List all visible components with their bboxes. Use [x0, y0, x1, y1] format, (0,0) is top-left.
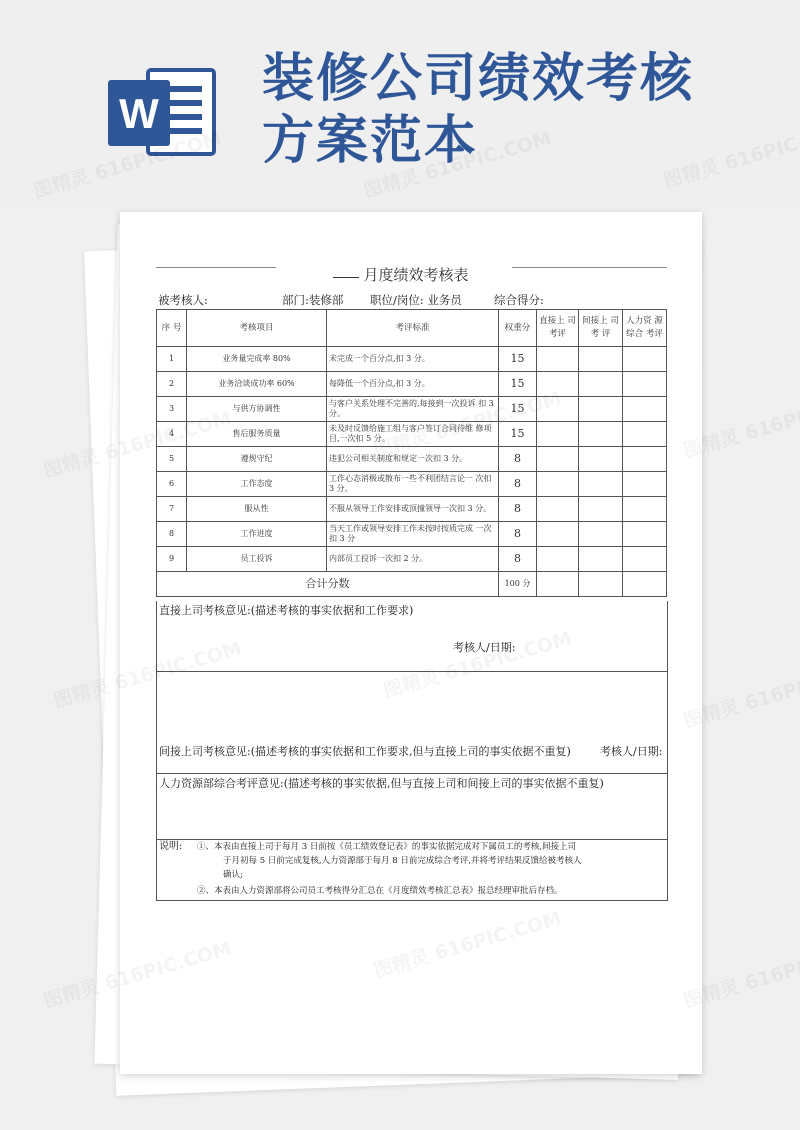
sum-row	[157, 572, 667, 597]
table-row: 4 售后服务质量 未及时反馈给施工组与客户签订合同待维 修项目,一次扣 5 分。 15	[157, 422, 667, 447]
reviewee-label: 被考核人:	[158, 293, 208, 307]
column-header: 间接上 司 考 评	[579, 310, 623, 347]
logo-letter: W	[119, 90, 159, 137]
form-title: 月度绩效考核表	[156, 264, 646, 285]
dept-label: 部门:装修部	[282, 293, 344, 307]
notes-label: 说明:	[159, 841, 183, 852]
position-label: 职位/岗位: 业务员	[370, 293, 462, 307]
title-line-2: 方案范本	[262, 111, 479, 171]
column-header: 序 号	[157, 310, 187, 347]
table-row: 5 遵规守纪 违犯公司相关制度和规定一次扣 3 分。 8	[157, 447, 667, 472]
info-row	[158, 292, 678, 308]
table-header	[157, 310, 667, 347]
note-line-4: ②、本表由人力资源部将公司员工考核得分汇总在《月度绩效考核汇总表》报总经理审批后存档。	[197, 886, 563, 896]
hr-opinion-label: 人力资源部综合考评意见:(描述考核的事实依据,但与直接上司和间接上司的事实依据不重复)	[159, 777, 604, 790]
note-line-1: ①、本表由直接上司于每月 3 日前按《员工绩效登记表》的事实依据完成对下属员工的考核,间接上司	[197, 842, 577, 852]
note-line-3: 确认;	[223, 870, 243, 880]
table-row: 7 服从性 不服从领导工作安排或顶撞领导一次扣 3 分。 8	[157, 497, 667, 522]
table-row: 8 工作进度 当天工作或领导安排工作未按时按质完成 一次扣 3 分 8	[157, 522, 667, 547]
month-blank	[333, 277, 359, 278]
column-header: 人力资 源综合 考评	[623, 310, 667, 347]
direct-opinion-label: 直接上司考核意见:(描述考核的事实依据和工作要求)	[159, 604, 414, 617]
table-row: 2 业务洽谈成功率 60% 每降低一个百分点,扣 3 分。 15	[157, 372, 667, 397]
total-score-label: 综合得分:	[494, 293, 544, 307]
table-row: 3 与供方协调性 与客户关系处理不完善的,每接到一次投诉 扣 3 分。 15	[157, 397, 667, 422]
note-line-2: 于月初每 5 日前完成复核,人力资源部于每月 8 日前完成综合考评,并将考评结果反馈给被考核人	[223, 856, 582, 866]
sum-label: 合计分数	[157, 572, 499, 597]
indirect-sign-label: 考核人/日期:	[600, 745, 663, 758]
sum-value: 100 分	[499, 572, 537, 597]
column-header: 权重分	[499, 310, 537, 347]
column-header: 考评标准	[327, 310, 499, 347]
hr-section[interactable]	[156, 773, 668, 840]
table-row: 1 业务量完成率 80% 未完成一个百分点,扣 3 分。 15	[157, 347, 667, 372]
column-header: 考核项目	[187, 310, 327, 347]
indirect-opinion-label: 间接上司考核意见:(描述考核的事实依据和工作要求,但与直接上司的事实依据不重复)	[159, 745, 571, 758]
column-header: 直接上 司考评	[537, 310, 579, 347]
title-line-1: 装修公司绩效考核	[262, 49, 695, 109]
notes-section	[156, 838, 668, 901]
direct-sign-label: 考核人/日期:	[453, 641, 516, 654]
table-row: 6 工作态度 工作心态消极或散布一些不利团结言论一 次扣 3 分。 8	[157, 472, 667, 497]
table-row: 9 员工投诉 内部员工投诉一次扣 2 分。 8	[157, 547, 667, 572]
